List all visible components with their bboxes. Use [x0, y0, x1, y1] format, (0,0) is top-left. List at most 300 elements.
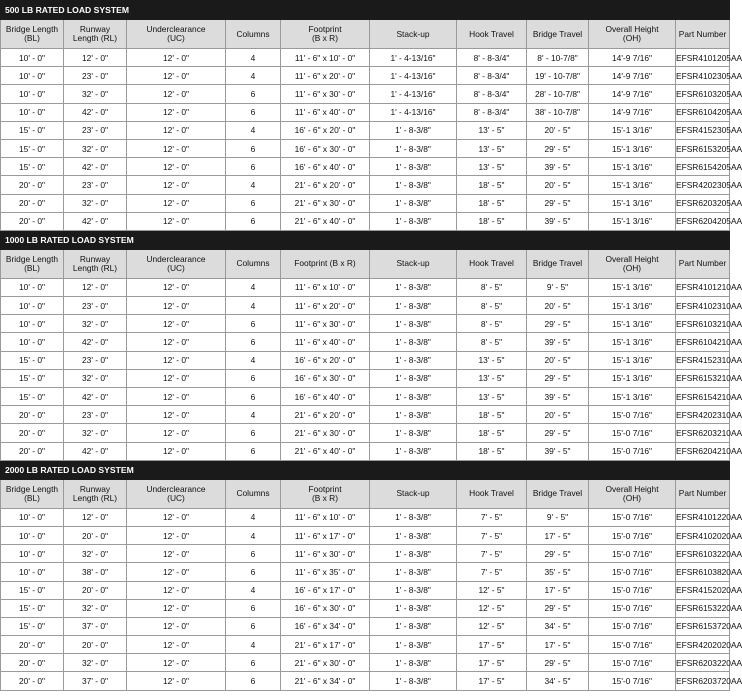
cell-underclearance: 12' - 0"	[127, 121, 226, 139]
cell-footprint: 16' - 6" x 20' - 0"	[281, 121, 370, 139]
table-row	[1, 194, 730, 212]
cell-bridge-length: 20' - 0"	[1, 406, 64, 424]
cell-bridge-length: 15' - 0"	[1, 369, 64, 387]
table-row	[1, 121, 730, 139]
cell-bridge-length: 10' - 0"	[1, 297, 64, 315]
cell-bridge-length: 20' - 0"	[1, 442, 64, 460]
cell-underclearance: 12' - 0"	[127, 388, 226, 406]
table-row	[1, 526, 730, 544]
section-title-row	[1, 230, 730, 249]
cell-part-number: EFSR4152020AA	[676, 581, 730, 599]
cell-underclearance: 12' - 0"	[127, 545, 226, 563]
header-part-number	[676, 479, 730, 508]
header-label: Runway	[79, 483, 111, 494]
cell-stack-up: 1' - 8-3/8"	[370, 121, 457, 139]
cell-footprint: 21' - 6" x 34' - 0"	[281, 672, 370, 690]
cell-part-number: EFSR6153210AA	[676, 369, 730, 387]
cell-overall-height: 15'-0 7/16"	[589, 563, 676, 581]
cell-runway-length: 23' - 0"	[64, 121, 127, 139]
header-bridge-travel	[527, 479, 589, 508]
cell-runway-length: 38' - 0"	[64, 563, 127, 581]
table-row	[1, 278, 730, 296]
header-label: Underclearance	[146, 24, 206, 34]
header-sublabel: Length (RL)	[72, 262, 118, 273]
cell-bridge-length: 10' - 0"	[1, 333, 64, 351]
cell-underclearance: 12' - 0"	[127, 508, 226, 526]
table-row	[1, 369, 730, 387]
cell-stack-up: 1' - 8-3/8"	[370, 442, 457, 460]
cell-stack-up: 1' - 4-13/16"	[370, 67, 457, 85]
cell-hook-travel: 18' - 5"	[457, 194, 527, 212]
cell-bridge-travel: 29' - 5"	[527, 599, 589, 617]
header-label: Underclearance	[146, 253, 206, 264]
table-row	[1, 545, 730, 563]
cell-bridge-length: 20' - 0"	[1, 672, 64, 690]
cell-overall-height: 15'-0 7/16"	[589, 581, 676, 599]
cell-bridge-travel: 20' - 5"	[527, 297, 589, 315]
cell-part-number: EFSR6103220AA	[676, 545, 730, 563]
header-stack-up	[370, 479, 457, 508]
header-part-number	[676, 249, 730, 278]
cell-bridge-travel: 28' - 10-7/8"	[527, 85, 589, 103]
header-columns	[226, 249, 281, 278]
header-label: Overall Height	[605, 483, 659, 494]
cell-runway-length: 12' - 0"	[64, 508, 127, 526]
cell-bridge-travel: 34' - 5"	[527, 617, 589, 635]
cell-part-number: EFSR4202020AA	[676, 636, 730, 654]
cell-hook-travel: 8' - 5"	[457, 278, 527, 296]
header-label: Hook Travel	[469, 488, 514, 499]
cell-footprint: 11' - 6" x 10' - 0"	[281, 49, 370, 67]
cell-part-number: EFSR6203220AA	[676, 654, 730, 672]
cell-columns: 6	[226, 103, 281, 121]
header-runway-length	[64, 20, 127, 49]
table-row	[1, 424, 730, 442]
header-label: Stack-up	[396, 28, 430, 39]
cell-stack-up: 1' - 4-13/16"	[370, 103, 457, 121]
cell-bridge-length: 15' - 0"	[1, 599, 64, 617]
header-label: Footprint (B x R)	[294, 258, 356, 269]
cell-columns: 6	[226, 599, 281, 617]
cell-runway-length: 20' - 0"	[64, 636, 127, 654]
header-footprint	[281, 249, 370, 278]
cell-runway-length: 32' - 0"	[64, 599, 127, 617]
header-bridge-length	[1, 249, 64, 278]
cell-part-number: EFSR4152310AA	[676, 351, 730, 369]
cell-bridge-length: 20' - 0"	[1, 212, 64, 230]
cell-bridge-travel: 9' - 5"	[527, 278, 589, 296]
header-sublabel: (B x R)	[311, 33, 339, 43]
cell-stack-up: 1' - 8-3/8"	[370, 194, 457, 212]
cell-columns: 4	[226, 67, 281, 85]
cell-footprint: 21' - 6" x 30' - 0"	[281, 194, 370, 212]
cell-overall-height: 15'-1 3/16"	[589, 212, 676, 230]
cell-columns: 6	[226, 617, 281, 635]
cell-overall-height: 15'-0 7/16"	[589, 526, 676, 544]
cell-overall-height: 15'-0 7/16"	[589, 672, 676, 690]
cell-part-number: EFSR4202310AA	[676, 406, 730, 424]
cell-footprint: 16' - 6" x 30' - 0"	[281, 139, 370, 157]
cell-overall-height: 15'-1 3/16"	[589, 158, 676, 176]
cell-runway-length: 37' - 0"	[64, 617, 127, 635]
cell-bridge-travel: 8' - 10-7/8"	[527, 49, 589, 67]
cell-part-number: EFSR4101205AA	[676, 49, 730, 67]
cell-part-number: EFSR6203720AA	[676, 672, 730, 690]
cell-hook-travel: 8' - 8-3/4"	[457, 103, 527, 121]
cell-part-number: EFSR6103820AA	[676, 563, 730, 581]
cell-footprint: 21' - 6" x 17' - 0"	[281, 636, 370, 654]
cell-overall-height: 15'-1 3/16"	[589, 351, 676, 369]
cell-runway-length: 32' - 0"	[64, 654, 127, 672]
cell-bridge-length: 10' - 0"	[1, 526, 64, 544]
cell-runway-length: 32' - 0"	[64, 545, 127, 563]
header-label: Hook Travel	[469, 258, 514, 269]
cell-overall-height: 15'-0 7/16"	[589, 636, 676, 654]
cell-columns: 4	[226, 297, 281, 315]
cell-bridge-length: 20' - 0"	[1, 636, 64, 654]
cell-stack-up: 1' - 8-3/8"	[370, 176, 457, 194]
cell-part-number: EFSR4102310AA	[676, 297, 730, 315]
header-runway-length	[64, 479, 127, 508]
section-title: 500 LB RATED LOAD SYSTEM	[1, 1, 730, 20]
header-sublabel: Length (RL)	[72, 33, 118, 43]
cell-columns: 4	[226, 278, 281, 296]
cell-bridge-travel: 38' - 10-7/8"	[527, 103, 589, 121]
cell-hook-travel: 18' - 5"	[457, 442, 527, 460]
cell-bridge-length: 10' - 0"	[1, 563, 64, 581]
cell-footprint: 16' - 6" x 17' - 0"	[281, 581, 370, 599]
cell-bridge-travel: 20' - 5"	[527, 121, 589, 139]
cell-underclearance: 12' - 0"	[127, 278, 226, 296]
cell-footprint: 11' - 6" x 20' - 0"	[281, 297, 370, 315]
header-bridge-travel	[527, 20, 589, 49]
cell-hook-travel: 17' - 5"	[457, 672, 527, 690]
table-row	[1, 85, 730, 103]
cell-footprint: 21' - 6" x 20' - 0"	[281, 176, 370, 194]
cell-underclearance: 12' - 0"	[127, 85, 226, 103]
cell-overall-height: 15'-0 7/16"	[589, 442, 676, 460]
cell-columns: 4	[226, 526, 281, 544]
header-hook-travel	[457, 20, 527, 49]
cell-runway-length: 42' - 0"	[64, 442, 127, 460]
cell-footprint: 16' - 6" x 40' - 0"	[281, 388, 370, 406]
cell-part-number: EFSR6203205AA	[676, 194, 730, 212]
cell-hook-travel: 12' - 5"	[457, 599, 527, 617]
cell-bridge-travel: 20' - 5"	[527, 351, 589, 369]
cell-bridge-length: 10' - 0"	[1, 315, 64, 333]
table-row	[1, 158, 730, 176]
cell-underclearance: 12' - 0"	[127, 617, 226, 635]
header-sublabel: (UC)	[167, 262, 185, 273]
cell-overall-height: 15'-1 3/16"	[589, 333, 676, 351]
cell-stack-up: 1' - 8-3/8"	[370, 636, 457, 654]
cell-bridge-travel: 35' - 5"	[527, 563, 589, 581]
cell-footprint: 11' - 6" x 40' - 0"	[281, 333, 370, 351]
cell-overall-height: 15'-0 7/16"	[589, 617, 676, 635]
cell-stack-up: 1' - 8-3/8"	[370, 158, 457, 176]
header-sublabel: (OH)	[622, 33, 642, 43]
cell-runway-length: 32' - 0"	[64, 315, 127, 333]
cell-footprint: 21' - 6" x 40' - 0"	[281, 212, 370, 230]
section-title-row	[1, 1, 730, 20]
cell-columns: 4	[226, 636, 281, 654]
header-sublabel: (OH)	[622, 262, 642, 273]
cell-bridge-length: 15' - 0"	[1, 139, 64, 157]
cell-overall-height: 15'-1 3/16"	[589, 176, 676, 194]
cell-columns: 6	[226, 333, 281, 351]
header-underclearance	[127, 479, 226, 508]
cell-stack-up: 1' - 8-3/8"	[370, 654, 457, 672]
cell-underclearance: 12' - 0"	[127, 581, 226, 599]
cell-columns: 4	[226, 351, 281, 369]
cell-stack-up: 1' - 8-3/8"	[370, 424, 457, 442]
header-bridge-length	[1, 479, 64, 508]
header-underclearance	[127, 20, 226, 49]
table-row	[1, 212, 730, 230]
cell-footprint: 11' - 6" x 35' - 0"	[281, 563, 370, 581]
cell-bridge-length: 20' - 0"	[1, 176, 64, 194]
cell-runway-length: 42' - 0"	[64, 158, 127, 176]
cell-overall-height: 15'-1 3/16"	[589, 297, 676, 315]
header-label: Part Number	[678, 258, 727, 269]
cell-overall-height: 15'-0 7/16"	[589, 424, 676, 442]
cell-hook-travel: 13' - 5"	[457, 351, 527, 369]
cell-stack-up: 1' - 8-3/8"	[370, 545, 457, 563]
cell-bridge-length: 20' - 0"	[1, 194, 64, 212]
cell-columns: 4	[226, 49, 281, 67]
cell-bridge-length: 15' - 0"	[1, 158, 64, 176]
cell-overall-height: 15'-0 7/16"	[589, 406, 676, 424]
cell-footprint: 11' - 6" x 30' - 0"	[281, 85, 370, 103]
cell-part-number: EFSR6154210AA	[676, 388, 730, 406]
cell-bridge-length: 10' - 0"	[1, 278, 64, 296]
cell-footprint: 11' - 6" x 10' - 0"	[281, 278, 370, 296]
cell-runway-length: 23' - 0"	[64, 67, 127, 85]
header-label: Bridge Travel	[532, 488, 583, 499]
header-label: Runway	[79, 253, 111, 264]
cell-part-number: EFSR6153720AA	[676, 617, 730, 635]
header-sublabel: (BL)	[24, 33, 40, 43]
cell-hook-travel: 13' - 5"	[457, 388, 527, 406]
cell-bridge-travel: 39' - 5"	[527, 442, 589, 460]
cell-columns: 4	[226, 508, 281, 526]
cell-runway-length: 42' - 0"	[64, 212, 127, 230]
cell-overall-height: 15'-1 3/16"	[589, 278, 676, 296]
cell-stack-up: 1' - 8-3/8"	[370, 406, 457, 424]
cell-columns: 6	[226, 212, 281, 230]
cell-hook-travel: 17' - 5"	[457, 636, 527, 654]
cell-stack-up: 1' - 8-3/8"	[370, 333, 457, 351]
cell-underclearance: 12' - 0"	[127, 599, 226, 617]
cell-hook-travel: 17' - 5"	[457, 654, 527, 672]
cell-runway-length: 23' - 0"	[64, 351, 127, 369]
header-footprint	[281, 479, 370, 508]
cell-columns: 6	[226, 654, 281, 672]
header-label: Bridge Travel	[532, 258, 583, 269]
cell-bridge-length: 10' - 0"	[1, 103, 64, 121]
cell-columns: 6	[226, 139, 281, 157]
cell-part-number: EFSR6103210AA	[676, 315, 730, 333]
header-label: Hook Travel	[469, 28, 514, 39]
header-label: Runway	[79, 24, 111, 34]
cell-hook-travel: 8' - 8-3/4"	[457, 49, 527, 67]
cell-footprint: 16' - 6" x 34' - 0"	[281, 617, 370, 635]
cell-runway-length: 42' - 0"	[64, 103, 127, 121]
header-label: Bridge Length	[5, 253, 59, 264]
table-row	[1, 508, 730, 526]
header-underclearance	[127, 249, 226, 278]
cell-bridge-travel: 29' - 5"	[527, 139, 589, 157]
cell-underclearance: 12' - 0"	[127, 654, 226, 672]
cell-overall-height: 14'-9 7/16"	[589, 85, 676, 103]
cell-columns: 4	[226, 121, 281, 139]
header-label: Bridge Travel	[532, 28, 583, 39]
cell-bridge-travel: 39' - 5"	[527, 388, 589, 406]
cell-part-number: EFSR4102305AA	[676, 67, 730, 85]
cell-stack-up: 1' - 8-3/8"	[370, 369, 457, 387]
cell-stack-up: 1' - 8-3/8"	[370, 315, 457, 333]
cell-hook-travel: 8' - 8-3/4"	[457, 85, 527, 103]
cell-runway-length: 23' - 0"	[64, 297, 127, 315]
table-row	[1, 442, 730, 460]
cell-hook-travel: 8' - 5"	[457, 333, 527, 351]
cell-underclearance: 12' - 0"	[127, 442, 226, 460]
cell-overall-height: 15'-1 3/16"	[589, 369, 676, 387]
cell-hook-travel: 18' - 5"	[457, 406, 527, 424]
cell-footprint: 11' - 6" x 40' - 0"	[281, 103, 370, 121]
cell-part-number: EFSR6203210AA	[676, 424, 730, 442]
cell-underclearance: 12' - 0"	[127, 194, 226, 212]
cell-bridge-length: 10' - 0"	[1, 508, 64, 526]
table-row	[1, 672, 730, 690]
cell-columns: 6	[226, 545, 281, 563]
header-overall-height	[589, 20, 676, 49]
cell-runway-length: 12' - 0"	[64, 49, 127, 67]
cell-footprint: 21' - 6" x 20' - 0"	[281, 406, 370, 424]
cell-bridge-travel: 19' - 10-7/8"	[527, 67, 589, 85]
table-row	[1, 563, 730, 581]
cell-overall-height: 15'-0 7/16"	[589, 654, 676, 672]
header-label: Bridge Length	[5, 24, 59, 34]
cell-bridge-travel: 29' - 5"	[527, 654, 589, 672]
header-footprint	[281, 20, 370, 49]
cell-bridge-travel: 29' - 5"	[527, 545, 589, 563]
cell-columns: 4	[226, 176, 281, 194]
cell-runway-length: 20' - 0"	[64, 526, 127, 544]
cell-underclearance: 12' - 0"	[127, 49, 226, 67]
cell-bridge-length: 15' - 0"	[1, 581, 64, 599]
cell-columns: 6	[226, 424, 281, 442]
cell-hook-travel: 7' - 5"	[457, 526, 527, 544]
section-title-row	[1, 460, 730, 479]
header-label: Columns	[236, 28, 270, 39]
cell-footprint: 16' - 6" x 30' - 0"	[281, 599, 370, 617]
cell-underclearance: 12' - 0"	[127, 103, 226, 121]
table-row	[1, 49, 730, 67]
cell-stack-up: 1' - 8-3/8"	[370, 672, 457, 690]
cell-columns: 6	[226, 388, 281, 406]
table-body	[1, 1, 742, 691]
cell-part-number: EFSR6154205AA	[676, 158, 730, 176]
cell-hook-travel: 13' - 5"	[457, 158, 527, 176]
cell-overall-height: 15'-1 3/16"	[589, 139, 676, 157]
header-label: Overall Height	[605, 24, 659, 34]
header-runway-length	[64, 249, 127, 278]
cell-bridge-travel: 39' - 5"	[527, 212, 589, 230]
cell-footprint: 21' - 6" x 30' - 0"	[281, 654, 370, 672]
table-row	[1, 351, 730, 369]
cell-stack-up: 1' - 8-3/8"	[370, 212, 457, 230]
header-bridge-travel	[527, 249, 589, 278]
cell-footprint: 11' - 6" x 30' - 0"	[281, 545, 370, 563]
header-label: Part Number	[678, 28, 727, 39]
cell-bridge-length: 20' - 0"	[1, 424, 64, 442]
cell-runway-length: 37' - 0"	[64, 672, 127, 690]
table-row	[1, 581, 730, 599]
cell-bridge-length: 15' - 0"	[1, 121, 64, 139]
cell-columns: 4	[226, 406, 281, 424]
cell-part-number: EFSR6153220AA	[676, 599, 730, 617]
header-stack-up	[370, 20, 457, 49]
cell-runway-length: 32' - 0"	[64, 194, 127, 212]
cell-underclearance: 12' - 0"	[127, 212, 226, 230]
cell-footprint: 16' - 6" x 30' - 0"	[281, 369, 370, 387]
cell-bridge-length: 10' - 0"	[1, 49, 64, 67]
cell-part-number: EFSR4102020AA	[676, 526, 730, 544]
cell-overall-height: 14'-9 7/16"	[589, 103, 676, 121]
cell-bridge-travel: 29' - 5"	[527, 369, 589, 387]
cell-columns: 6	[226, 563, 281, 581]
cell-part-number: EFSR4101220AA	[676, 508, 730, 526]
header-hook-travel	[457, 479, 527, 508]
header-label: Columns	[236, 488, 270, 499]
header-sublabel: (OH)	[622, 492, 642, 503]
cell-columns: 4	[226, 581, 281, 599]
cell-stack-up: 1' - 8-3/8"	[370, 526, 457, 544]
cell-underclearance: 12' - 0"	[127, 176, 226, 194]
cell-runway-length: 42' - 0"	[64, 388, 127, 406]
table-row	[1, 103, 730, 121]
cell-underclearance: 12' - 0"	[127, 158, 226, 176]
section-title: 1000 LB RATED LOAD SYSTEM	[1, 230, 730, 249]
cell-bridge-travel: 9' - 5"	[527, 508, 589, 526]
table-row	[1, 654, 730, 672]
cell-part-number: EFSR4202305AA	[676, 176, 730, 194]
header-sublabel: (BL)	[24, 492, 40, 503]
section-title: 2000 LB RATED LOAD SYSTEM	[1, 460, 730, 479]
cell-stack-up: 1' - 8-3/8"	[370, 617, 457, 635]
header-label: Part Number	[678, 488, 727, 499]
cell-hook-travel: 13' - 5"	[457, 139, 527, 157]
cell-part-number: EFSR6204205AA	[676, 212, 730, 230]
header-label: Footprint	[308, 483, 342, 494]
cell-underclearance: 12' - 0"	[127, 672, 226, 690]
cell-overall-height: 14'-9 7/16"	[589, 49, 676, 67]
table-row	[1, 333, 730, 351]
cell-stack-up: 1' - 8-3/8"	[370, 599, 457, 617]
table-row	[1, 315, 730, 333]
cell-part-number: EFSR4101210AA	[676, 278, 730, 296]
cell-overall-height: 15'-0 7/16"	[589, 508, 676, 526]
cell-stack-up: 1' - 8-3/8"	[370, 563, 457, 581]
cell-underclearance: 12' - 0"	[127, 351, 226, 369]
cell-bridge-length: 15' - 0"	[1, 617, 64, 635]
column-header-row	[1, 20, 730, 49]
cell-hook-travel: 7' - 5"	[457, 508, 527, 526]
cell-bridge-length: 10' - 0"	[1, 85, 64, 103]
header-sublabel: Length (RL)	[72, 492, 118, 503]
cell-hook-travel: 18' - 5"	[457, 424, 527, 442]
